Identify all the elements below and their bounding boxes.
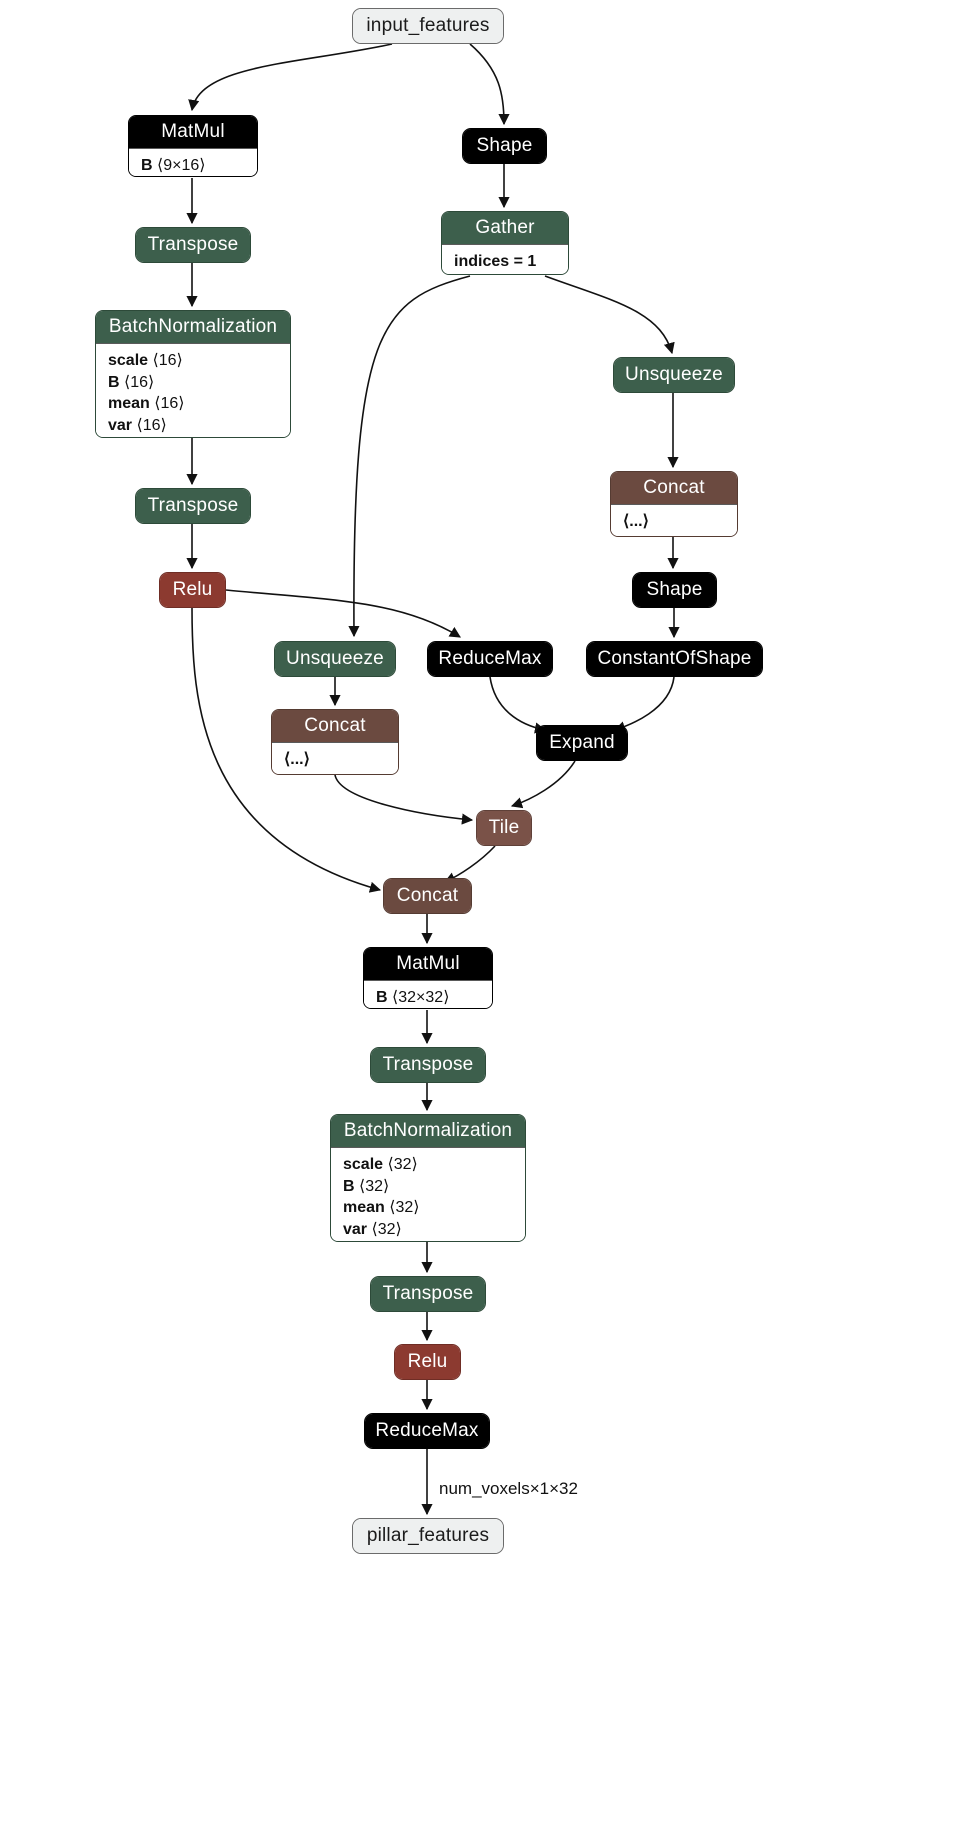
- graph-node-input_features[interactable]: [352, 8, 504, 44]
- graph-node-attributes: [611, 504, 737, 537]
- graph-node-title: Transpose: [371, 1277, 485, 1311]
- graph-node-shape2[interactable]: [632, 572, 717, 608]
- graph-node-pillar_features[interactable]: [352, 1518, 504, 1554]
- graph-edge: [445, 846, 495, 882]
- graph-node-shape1[interactable]: [462, 128, 547, 164]
- graph-node-attributes: [272, 742, 398, 775]
- graph-node-transpose1[interactable]: [135, 227, 251, 263]
- graph-node-unsqueeze2[interactable]: [274, 641, 396, 677]
- graph-node-title: Tile: [477, 811, 531, 845]
- graph-node-title: Transpose: [136, 489, 250, 523]
- graph-edge-label: num_voxels×1×32: [439, 1479, 578, 1498]
- graph-edge: [512, 761, 575, 806]
- graph-node-attribute-name: B: [343, 1177, 355, 1195]
- graph-node-title: BatchNormalization: [96, 311, 290, 343]
- graph-node-relu1[interactable]: [159, 572, 226, 608]
- graph-edge: [192, 44, 392, 110]
- graph-node-attribute-shape: ⟨32⟩: [383, 1156, 418, 1173]
- graph-node-attribute-shape: ⟨16⟩: [132, 416, 167, 434]
- graph-edge: [335, 775, 472, 820]
- graph-node-attributes: [129, 148, 257, 177]
- graph-node-title: Expand: [537, 726, 627, 760]
- graph-node-title: ConstantOfShape: [587, 642, 762, 676]
- graph-node-attribute-name: mean: [343, 1199, 385, 1217]
- graph-node-attribute-name: var: [343, 1220, 368, 1238]
- graph-node-attribute-shape: ⟨32⟩: [384, 1199, 420, 1217]
- graph-node-attribute-row: [108, 393, 278, 415]
- graph-node-transpose3[interactable]: [370, 1047, 486, 1083]
- graph-node-attribute-shape: ⟨32⟩: [354, 1177, 390, 1195]
- graph-node-expand1[interactable]: [536, 725, 628, 761]
- graph-node-title: Gather: [442, 212, 568, 244]
- graph-node-title: Unsqueeze: [614, 358, 734, 392]
- graph-node-title: Shape: [633, 573, 716, 607]
- graph-node-attribute-row: [108, 350, 278, 372]
- graph-node-unsqueeze1[interactable]: [613, 357, 735, 393]
- graph-node-attributes: [364, 980, 492, 1009]
- graph-node-title: ReduceMax: [428, 642, 552, 676]
- graph-node-title: input_features: [353, 9, 503, 43]
- graph-node-attribute-row: [343, 1176, 513, 1198]
- graph-node-attribute-row: [108, 372, 278, 394]
- graph-node-attribute-row: [454, 251, 556, 273]
- graph-node-matmul1[interactable]: [128, 115, 258, 177]
- graph-node-relu2[interactable]: [394, 1344, 461, 1380]
- graph-node-title: BatchNormalization: [331, 1115, 525, 1147]
- graph-node-title: Transpose: [136, 228, 250, 262]
- graph-node-attribute-name: B: [141, 157, 153, 174]
- graph-node-title: Concat: [272, 710, 398, 742]
- graph-node-gather1[interactable]: [441, 211, 569, 275]
- graph-node-title: ReduceMax: [365, 1414, 489, 1448]
- graph-edge: [226, 590, 460, 637]
- graph-node-concat1[interactable]: [610, 471, 738, 537]
- graph-edge: [470, 44, 504, 124]
- graph-node-attribute-name: var: [108, 416, 133, 434]
- graph-node-title: MatMul: [129, 116, 257, 148]
- graph-edge: [490, 677, 545, 730]
- graph-node-attribute-name: B: [108, 373, 120, 391]
- graph-node-reducemax2[interactable]: [364, 1413, 490, 1449]
- graph-node-attribute-name: ⟨...⟩: [284, 751, 310, 768]
- graph-node-attribute-name: indices = 1: [454, 253, 537, 270]
- graph-node-attribute-row: [284, 749, 386, 771]
- graph-node-attribute-name: scale: [108, 352, 149, 369]
- graph-node-transpose2[interactable]: [135, 488, 251, 524]
- graph-node-concat2[interactable]: [271, 709, 399, 775]
- graph-node-attribute-row: [376, 987, 480, 1009]
- graph-edge: [354, 276, 470, 636]
- graph-node-attribute-name: B: [376, 989, 388, 1006]
- graph-node-title: pillar_features: [353, 1519, 503, 1553]
- graph-node-transpose4[interactable]: [370, 1276, 486, 1312]
- graph-node-title: Unsqueeze: [275, 642, 395, 676]
- graph-node-batchnorm1[interactable]: [95, 310, 291, 438]
- graph-node-attribute-row: [108, 415, 278, 437]
- graph-node-attribute-row: [623, 511, 725, 533]
- graph-edge: [615, 677, 674, 730]
- graph-node-title: Relu: [160, 573, 225, 607]
- graph-node-attribute-name: scale: [343, 1156, 384, 1173]
- graph-node-attribute-row: [141, 155, 245, 177]
- graph-node-attribute-name: mean: [108, 395, 150, 413]
- graph-node-tile1[interactable]: [476, 810, 532, 846]
- graph-node-attribute-shape: ⟨16⟩: [148, 352, 183, 369]
- graph-node-attribute-shape: ⟨9×16⟩: [152, 157, 206, 174]
- graph-node-concat3[interactable]: [383, 878, 472, 914]
- graph-node-title: MatMul: [364, 948, 492, 980]
- graph-node-attribute-row: [343, 1197, 513, 1219]
- graph-node-constantofshape[interactable]: [586, 641, 763, 677]
- graph-node-attribute-row: [343, 1154, 513, 1176]
- graph-node-attribute-name: ⟨...⟩: [623, 513, 649, 530]
- graph-node-attribute-shape: ⟨16⟩: [149, 395, 185, 413]
- graph-node-attribute-shape: ⟨16⟩: [119, 373, 155, 391]
- graph-node-title: Concat: [384, 879, 471, 913]
- graph-node-attribute-shape: ⟨32×32⟩: [387, 989, 450, 1006]
- graph-node-attribute-shape: ⟨32⟩: [367, 1220, 402, 1238]
- graph-node-attributes: [96, 343, 290, 438]
- graph-edge: [545, 276, 672, 353]
- graph-node-attributes: [442, 244, 568, 275]
- graph-node-reducemax1[interactable]: [427, 641, 553, 677]
- graph-node-title: Transpose: [371, 1048, 485, 1082]
- graph-node-batchnorm2[interactable]: [330, 1114, 526, 1242]
- graph-node-title: Shape: [463, 129, 546, 163]
- graph-node-matmul2[interactable]: [363, 947, 493, 1009]
- graph-node-title: Relu: [395, 1345, 460, 1379]
- graph-node-attributes: [331, 1147, 525, 1242]
- graph-node-attribute-row: [343, 1219, 513, 1241]
- graph-node-title: Concat: [611, 472, 737, 504]
